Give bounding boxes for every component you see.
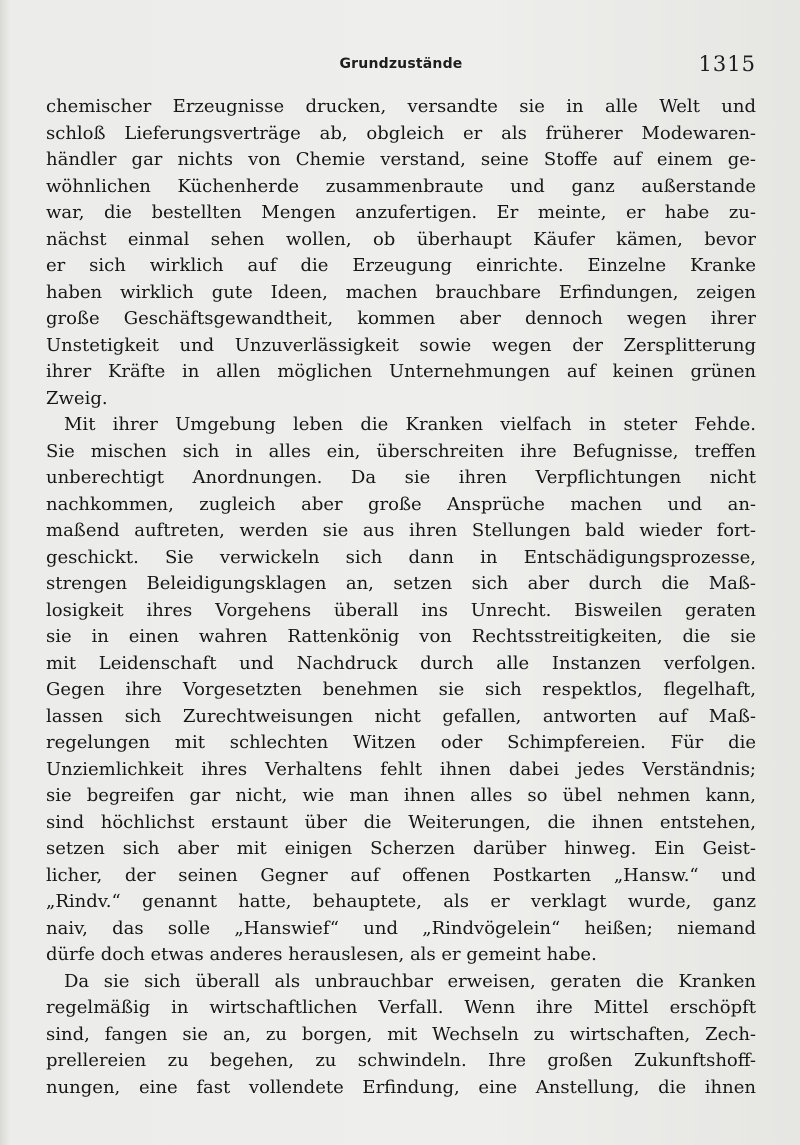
text-line: geschickt. Sie verwickeln sich dann in Entschädigungsprozesse, [46,546,756,568]
text-line: ihrer Kräfte in allen möglichen Unternehmungen auf keinen grünen [46,361,756,382]
text-line: er sich wirklich auf die Erzeugung einrichte. Einzelne Kranke [46,255,756,276]
text-line: mit Leidenschaft und Nachdruck durch alle Instanzen verfolgen. [46,652,756,674]
text-line: nachkommen, zugleich aber große Ansprüche machen und an- [46,493,756,515]
text-line: prellereien zu begehen, zu schwindeln. Ihre großen Zukunftshoff- [46,1050,756,1071]
text-line: Gegen ihre Vorgesetzten benehmen sie sich respektlos, flegelhaft, [46,679,756,700]
text-line: naiv, das solle „Hanswief“ und „Rindvögelein“ heißen; niemand [46,917,756,939]
running-head: Grundzustände [339,56,463,72]
text-line: unberechtigt Anordnungen. Da sie ihren Verpflichtungen nicht [46,467,756,488]
text-line: setzen sich aber mit einigen Scherzen darüber hinweg. Ein Geist- [46,838,756,859]
text-line: sind, fangen sie an, zu borgen, mit Wechseln zu wirtschaften, Zech- [46,1023,756,1045]
body-text [46,94,756,1101]
text-line: „Rindv.“ genannt hatte, behauptete, als er verklagt wurde, ganz [46,891,756,912]
text-line: nungen, eine fast vollendete Erfindung, eine Anstellung, die ihnen [46,1076,756,1098]
text-line: dürfe doch etwas anderes herauslesen, als er gemeint habe. [46,944,597,965]
text-line: Mit ihrer Umgebung leben die Kranken vielfach in steter Fehde. [64,414,756,435]
text-line: große Geschäftsgewandtheit, kommen aber dennoch wegen ihrer [46,308,756,329]
text-line: Zweig. [46,387,108,409]
text-line: haben wirklich gute Ideen, machen brauchbare Erfindungen, zeigen [46,281,756,303]
text-line: händler gar nichts von Chemie verstand, seine Stoffe auf einem ge- [46,149,756,170]
text-line: licher, der seinen Gegner auf offenen Postkarten „Hansw.“ und [46,864,756,886]
text-line: regelungen mit schlechten Witzen oder Schimpfereien. Für die [46,732,756,753]
text-line: regelmäßig in wirtschaftlichen Verfall. Wenn ihre Mittel erschöpft [46,997,756,1018]
text-line: sie in einen wahren Rattenkönig von Rechtsstreitigkeiten, die sie [46,626,756,647]
text-line: sind höchlichst erstaunt über die Weiterungen, die ihnen entstehen, [46,811,756,833]
text-line: sie begreifen gar nicht, wie man ihnen alles so übel nehmen kann, [46,785,756,806]
text-line: war, die bestellten Mengen anzufertigen. Er meinte, er habe zu- [46,202,756,223]
text-line: Unstetigkeit und Unzuverlässigkeit sowie wegen der Zersplitterung [46,334,756,356]
text-line: strengen Beleidigungsklagen an, setzen sich aber durch die Maß- [46,573,756,594]
paragraph-1 [46,94,756,412]
text-line: losigkeit ihres Vorgehens überall ins Unrecht. Bisweilen geraten [46,599,756,621]
paragraph-2 [46,412,756,969]
text-line: nächst einmal sehen wollen, ob überhaupt Käufer kämen, bevor [46,228,756,250]
text-line: Sie mischen sich in alles ein, überschreiten ihre Befugnisse, treffen [46,440,756,462]
text-line: Unziemlichkeit ihres Verhaltens fehlt ihnen dabei jedes Verständnis; [46,758,756,780]
text-line: Da sie sich überall als unbrauchbar erweisen, geraten die Kranken [64,970,756,992]
text-line: lassen sich Zurechtweisungen nicht gefallen, antworten auf Maß- [46,705,756,727]
paragraph-3 [46,969,756,1102]
text-line: wöhnlichen Küchenherde zusammenbraute und ganz außerstande [46,175,756,197]
page-header [46,50,756,80]
text-line: chemischer Erzeugnisse drucken, versandte sie in alle Welt und [46,96,756,117]
text-line: schloß Lieferungsverträge ab, obgleich er als früherer Modewaren- [46,122,756,144]
text-line: maßend auftreten, werden sie aus ihren Stellungen bald wieder fort- [46,520,756,541]
page-number: 1315 [698,52,756,76]
